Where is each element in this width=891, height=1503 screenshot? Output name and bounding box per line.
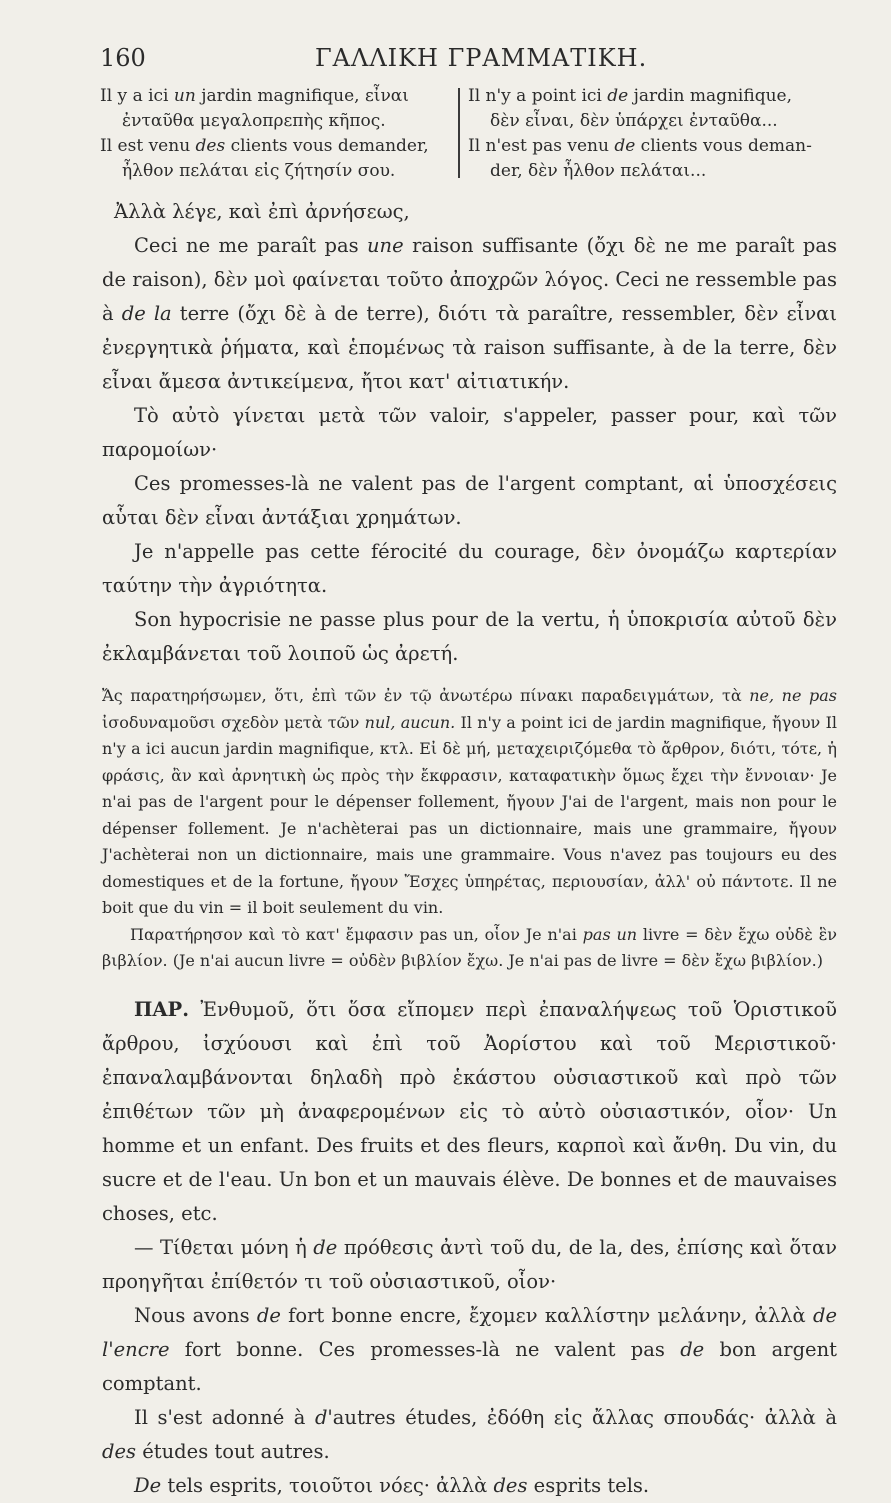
column-divider bbox=[458, 88, 460, 178]
main-text bbox=[102, 195, 837, 1503]
example-line: Il y a ici un jardin magnifique, εἶναι bbox=[100, 86, 409, 106]
paragraph: — Τίθεται μόνη ἡ de πρόθεσις ἀντὶ τοῦ du, de la, des, ἐπίσης καὶ ὅταν προηγῆται ἐπίθετόν τι τοῦ οὐσιαστικοῦ, οἷον· bbox=[102, 1235, 837, 1293]
example-translation: der, δὲν ἦλθον πελάται... bbox=[490, 161, 707, 181]
paragraph: ΠΑΡ. Ἐνθυμοῦ, ὅτι ὅσα εἴπομεν περὶ ἐπαναλήψεως τοῦ Ὁριστικοῦ ἄρθρου, ἰσχύουσι καὶ ἐπὶ τοῦ Ἀορίστου καὶ τοῦ Μεριστικοῦ· ἐπαναλαμβάνονται δηλαδὴ πρὸ ἑκάστου οὐσιαστικοῦ καὶ πρὸ τῶν ἐπιθέτων τῶν μὴ ἀναφερομένων εἰς τὸ αὐτὸ οὐσιαστικόν, οἷον· Un homme et un enfant. Des fruits et des fleurs, καρποὶ καὶ ἄνθη. Du vin, du sucre et de l'eau. Un bon et un mauvais élève. De bonnes et de mauvaises choses, etc. bbox=[102, 997, 837, 1225]
page-header bbox=[100, 42, 836, 78]
paragraph: Τὸ αὐτὸ γίνεται μετὰ τῶν valoir, s'appeler, passer pour, καὶ τῶν παρομοίων· bbox=[102, 404, 837, 461]
note-block bbox=[102, 683, 837, 975]
paragraph: Ceci ne me paraît pas une raison suffisante (ὄχι δὲ ne me paraît pas de raison), δὲν μοὶ φαίνεται τοῦτο ἀποχρῶν λόγος. Ceci ne ressemble pas à de la terre (ὄχι δὲ à de terre), διότι τὰ paraître, ressembler, δὲν εἶναι ἐνεργητικὰ ῥήματα, καὶ ἑπομένως τὰ raison suffisante, à de la terre, δὲν εἶναι ἄμεσα ἀντικείμενα, ἤτοι κατ' αἰτιατικήν. bbox=[102, 234, 837, 393]
note-paragraph: Παρατήρησον καὶ τὸ κατ' ἔμφασιν pas un, οἷον Je n'ai pas un livre = δὲν ἔχω οὐδὲ ἓν βιβλίον. (Je n'ai aucun livre = οὐδὲν βιβλίον ἔχω. Je n'ai pas de livre = δὲν ἔχω βιβλίον.) bbox=[102, 924, 838, 970]
paragraph: Ἀλλὰ λέγε, καὶ ἐπὶ ἀρνήσεως, bbox=[114, 200, 410, 223]
example-translation: ἦλθον πελάται εἰς ζήτησίν σου. bbox=[122, 161, 396, 181]
example-line: Il n'est pas venu de clients vous deman- bbox=[468, 136, 812, 156]
note-paragraph: Ἄς παρατηρήσωμεν, ὅτι, ἐπὶ τῶν ἐν τῷ ἀνωτέρω πίνακι παραδειγμάτων, τὰ ne, ne pas ἰσοδυναμοῦσι σχεδὸν μετὰ τῶν nul, aucun. Il n'y a point ici de jardin magnifique, ἤγουν Il n'y a ici aucun jardin magnifique, κτλ. Εἰ δὲ μή, μεταχειριζόμεθα τὸ ἄρθρον, διότι, τότε, ἡ φράσις, ἂν καὶ ἀρνητικὴ ὡς πρὸς τὴν ἔκφρασιν, καταφατικὴν ὅμως ἔχει τὴν ἔννοιαν· Je n'ai pas de l'argent pour le dépenser follement, ἤγουν J'ai de l'argent, mais non pour le dépenser follement. Je n'achèterai pas un dictionnaire, mais une grammaire, ἤγουν J'achèterai non un dictionnaire, mais une grammaire. Vous n'avez pas toujours eu des domestiques et de la fortune, ἤγουν Ἔσχες ὑπηρέτας, περιουσίαν, ἀλλ' οὐ πάντοτε. Il ne boit que du vin = il boit seulement du vin. bbox=[102, 686, 838, 917]
paragraph: Il s'est adonné à d'autres études, ἐδόθη εἰς ἄλλας σπουδάς· ἀλλὰ à des études tout autres. bbox=[102, 1405, 837, 1463]
example-translation: ἐνταῦθα μεγαλοπρεπὴς κῆπος. bbox=[122, 111, 386, 131]
example-table bbox=[100, 84, 830, 184]
example-line: Il n'y a point ici de jardin magnifique, bbox=[468, 86, 792, 106]
paragraph: Je n'appelle pas cette férocité du courage, δὲν ὀνομάζω καρτερίαν ταύτην τὴν ἀγριότητα. bbox=[102, 540, 837, 597]
paragraph: Son hypocrisie ne passe plus pour de la vertu, ἡ ὑποκρισία αὐτοῦ δὲν ἐκλαμβάνεται τοῦ λοιποῦ ὡς ἀρετή. bbox=[102, 608, 837, 665]
affirmative-column bbox=[100, 84, 452, 184]
running-title: ΓΑΛΛΙΚΗ ΓΡΑΜΜΑΤΙΚΗ. bbox=[315, 44, 648, 72]
paragraph: De tels esprits, τοιοῦτοι νόες· ἀλλὰ des esprits tels. bbox=[134, 1473, 650, 1497]
negative-column bbox=[468, 84, 830, 184]
example-line: Il est venu des clients vous demander, bbox=[100, 136, 429, 156]
page-number: 160 bbox=[100, 44, 146, 72]
paragraph: Nous avons de fort bonne encre, ἔχομεν καλλίστην μελάνην, ἀλλὰ de l'encre fort bonne. Ces promesses-là ne valent pas de bon argent comptant. bbox=[102, 1303, 837, 1395]
paragraph: Ces promesses-là ne valent pas de l'argent comptant, αἱ ὑποσχέσεις αὗται δὲν εἶναι ἀντάξιαι χρημάτων. bbox=[102, 472, 837, 529]
example-translation: δὲν εἶναι, δὲν ὑπάρχει ἐνταῦθα... bbox=[490, 111, 778, 131]
